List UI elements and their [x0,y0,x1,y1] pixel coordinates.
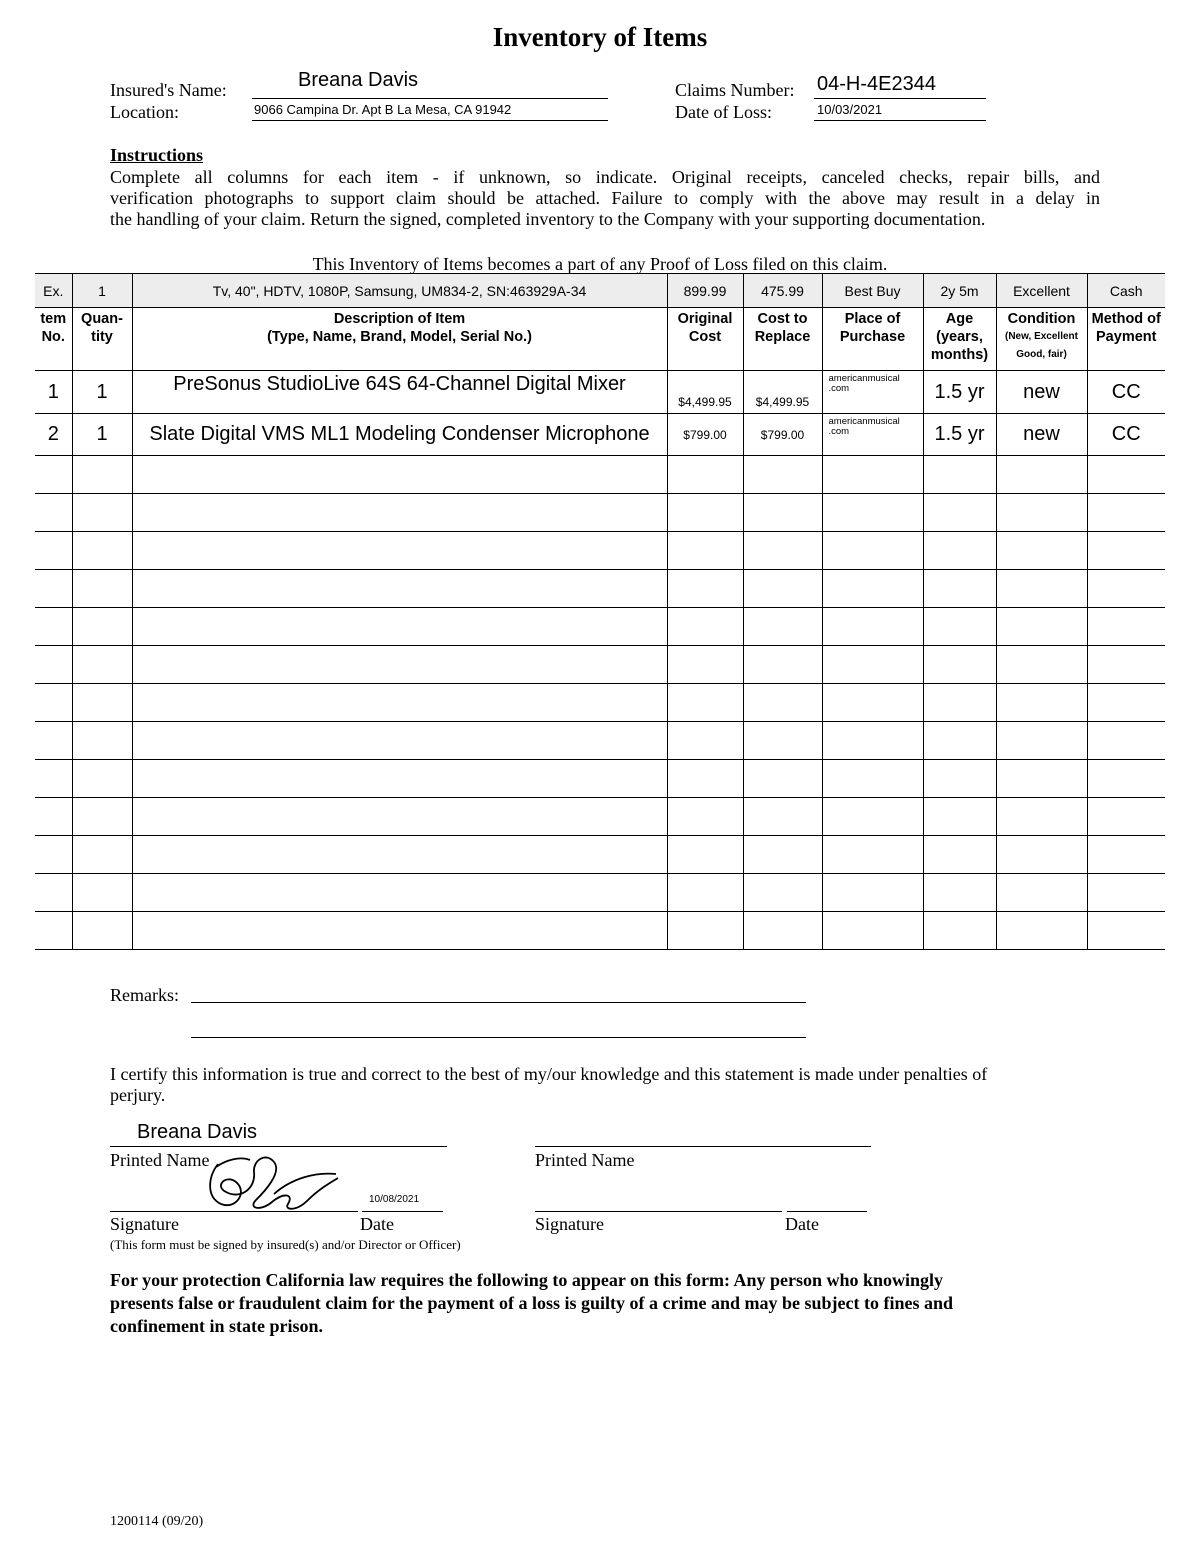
empty-cell[interactable] [72,570,132,608]
empty-cell[interactable] [667,722,743,760]
empty-cell[interactable] [667,494,743,532]
empty-cell[interactable] [72,608,132,646]
empty-cell[interactable] [35,532,72,570]
item-no-cell[interactable]: 1 [35,371,72,414]
instructions-heading: Instructions [110,145,204,165]
remarks-line[interactable] [191,1002,806,1003]
example-cell: Excellent [996,274,1087,308]
empty-cell[interactable] [743,760,822,798]
empty-cell[interactable] [743,494,822,532]
empty-cell[interactable] [132,532,667,570]
col-header-quantity [72,308,132,371]
empty-cell[interactable] [743,570,822,608]
empty-cell[interactable] [996,874,1087,912]
empty-cell[interactable] [743,456,822,494]
empty-rows [35,456,1165,950]
empty-cell[interactable] [132,836,667,874]
example-cell: Tv, 40", HDTV, 1080P, Samsung, UM834-2, SN:463929A-34 [132,274,667,308]
empty-cell[interactable] [72,646,132,684]
col-header-text: months) [930,347,989,363]
empty-cell[interactable] [822,760,923,798]
date-of-loss-value[interactable]: 10/03/2021 [817,102,883,117]
replace-cost-cell[interactable]: $799.00 [743,414,822,456]
empty-cell[interactable] [72,836,132,874]
signature-label: Signature [110,1214,179,1234]
inventory-table [35,273,1165,950]
empty-cell[interactable] [822,570,923,608]
printed-name-line-2[interactable] [535,1146,871,1147]
payment-cell[interactable]: CC [1087,414,1165,456]
col-header-text: tem [40,311,67,327]
table-row [35,722,1165,760]
location-label: Location: [110,102,179,122]
empty-cell[interactable] [132,722,667,760]
empty-cell[interactable] [743,912,822,950]
empty-cell[interactable] [72,760,132,798]
place-text: .com [828,383,850,394]
date-of-loss-label: Date of Loss: [675,102,772,122]
signature-line-2[interactable] [535,1211,782,1212]
empty-cell[interactable] [132,608,667,646]
example-cell: Ex. [35,274,72,308]
empty-cell[interactable] [35,570,72,608]
col-header-text: (years, [936,329,983,345]
col-header-description [132,308,667,371]
empty-cell[interactable] [743,798,822,836]
col-header-cost-to-replace [743,308,822,371]
empty-cell[interactable] [822,532,923,570]
col-header-text: Quan- [81,311,123,327]
condition-cell[interactable]: new [996,371,1087,414]
empty-cell[interactable] [996,456,1087,494]
table-row [35,760,1165,798]
certification-line: perjury. [110,1085,166,1105]
signature-line [110,1211,358,1212]
col-header-text: Cost to [757,311,808,327]
empty-cell[interactable] [1087,532,1165,570]
empty-cell[interactable] [1087,570,1165,608]
empty-cell[interactable] [743,722,822,760]
place-text: americanmusical [828,416,900,427]
empty-cell[interactable] [743,532,822,570]
signature-label-2: Signature [535,1214,604,1234]
empty-cell[interactable] [923,798,996,836]
empty-cell[interactable] [35,646,72,684]
location-value[interactable]: 9066 Campina Dr. Apt B La Mesa, CA 91942 [254,102,512,117]
empty-cell[interactable] [667,836,743,874]
example-cell: 475.99 [743,274,822,308]
claims-number-line [814,98,986,99]
table-row [35,414,1165,456]
col-header-text: Purchase [839,329,906,345]
empty-cell[interactable] [822,684,923,722]
place-cell[interactable] [822,371,923,414]
empty-cell[interactable] [996,532,1087,570]
empty-cell[interactable] [1087,684,1165,722]
col-header-payment [1087,308,1165,371]
age-cell[interactable]: 1.5 yr [923,371,996,414]
example-cell: 1 [72,274,132,308]
printed-name-value[interactable]: Breana Davis [137,1121,258,1143]
empty-cell[interactable] [132,684,667,722]
date-line-2[interactable] [787,1211,867,1212]
original-cost-cell[interactable]: $4,499.95 [667,371,743,414]
empty-cell[interactable] [1087,722,1165,760]
example-cell: 899.99 [667,274,743,308]
proof-of-loss-note: This Inventory of Items becomes a part of any Proof of Loss filed on this claim. [312,254,888,274]
empty-cell[interactable] [1087,874,1165,912]
column-header-row [35,308,1165,371]
empty-cell[interactable] [35,456,72,494]
empty-cell[interactable] [743,874,822,912]
empty-cell[interactable] [822,874,923,912]
quantity-cell[interactable]: 1 [72,414,132,456]
empty-cell[interactable] [667,646,743,684]
empty-cell[interactable] [996,570,1087,608]
claims-number-value[interactable]: 04-H-4E2344 [817,73,936,95]
empty-cell[interactable] [1087,912,1165,950]
empty-cell[interactable] [35,798,72,836]
empty-cell[interactable] [35,684,72,722]
empty-cell[interactable] [996,722,1087,760]
empty-cell[interactable] [923,722,996,760]
col-header-age [923,308,996,371]
empty-cell[interactable] [743,608,822,646]
empty-cell[interactable] [1087,608,1165,646]
empty-cell[interactable] [822,836,923,874]
page-title: Inventory of Items [492,22,708,52]
empty-cell[interactable] [923,760,996,798]
date-of-loss-line [814,120,986,121]
empty-cell[interactable] [1087,646,1165,684]
table-row [35,371,1165,414]
instructions-line: the handling of your claim. Return the signed, completed inventory to the Company with your supporting documentation. [110,209,986,229]
col-header-text: Good, fair) [1016,349,1067,360]
table-row [35,836,1165,874]
claims-number-label: Claims Number: [675,80,795,100]
empty-cell[interactable] [35,722,72,760]
empty-cell[interactable] [667,874,743,912]
empty-cell[interactable] [923,912,996,950]
fraud-warning-line: confinement in state prison. [110,1316,323,1336]
date-label-2: Date [785,1214,819,1234]
col-header-place-of-purchase [822,308,923,371]
empty-cell[interactable] [996,684,1087,722]
condition-cell[interactable]: new [996,414,1087,456]
empty-cell[interactable] [132,494,667,532]
table-row [35,798,1165,836]
empty-cell[interactable] [996,760,1087,798]
insured-name-label: Insured's Name: [110,80,227,100]
empty-cell[interactable] [923,608,996,646]
empty-cell[interactable] [35,760,72,798]
empty-cell[interactable] [35,608,72,646]
empty-cell[interactable] [1087,494,1165,532]
empty-cell[interactable] [667,570,743,608]
empty-cell[interactable] [996,646,1087,684]
description-cell[interactable]: Slate Digital VMS ML1 Modeling Condenser Microphone [132,414,667,456]
empty-cell[interactable] [667,798,743,836]
empty-cell[interactable] [72,494,132,532]
empty-cell[interactable] [72,532,132,570]
col-header-original-cost [667,308,743,371]
empty-cell[interactable] [923,874,996,912]
empty-cell[interactable] [822,456,923,494]
example-cell: 2y 5m [923,274,996,308]
handwritten-signature-icon [196,1142,346,1217]
col-header-text: Cost [688,329,722,345]
instructions-line: Complete all columns for each item - if unknown, so indicate. Original receipts, canceled checks, repair bills, and [110,167,1100,187]
replace-cost-cell[interactable]: $4,499.95 [743,371,822,414]
description-cell[interactable]: PreSonus StudioLive 64S 64-Channel Digital Mixer [132,371,667,414]
col-header-text: Payment [1096,329,1157,345]
place-cell[interactable] [822,414,923,456]
printed-name-label-2: Printed Name [535,1150,635,1170]
empty-cell[interactable] [132,570,667,608]
remarks-label: Remarks: [110,985,179,1005]
example-row [35,274,1165,308]
quantity-cell[interactable]: 1 [72,371,132,414]
signature-note: (This form must be signed by insured(s) and/or Director or Officer) [110,1237,461,1252]
col-header-condition [996,308,1087,371]
empty-cell[interactable] [923,494,996,532]
table-row [35,532,1165,570]
date-label: Date [360,1214,394,1234]
table-row [35,684,1165,722]
instructions-line: verification photographs to support claim should be attached. Failure to comply with the above may result in a delay in [110,188,1100,208]
empty-cell[interactable] [72,684,132,722]
col-header-text: (Type, Name, Brand, Model, Serial No.) [267,329,532,345]
location-line [252,120,608,121]
empty-cell[interactable] [72,722,132,760]
place-text: .com [828,426,850,437]
empty-cell[interactable] [667,608,743,646]
empty-cell[interactable] [132,798,667,836]
empty-cell[interactable] [132,456,667,494]
fraud-warning-line: presents false or fraudulent claim for the payment of a loss is guilty of a crime and may be subject to fines and [110,1293,953,1313]
table-row [35,494,1165,532]
item-no-cell[interactable]: 2 [35,414,72,456]
example-cell: Best Buy [822,274,923,308]
table-row [35,874,1165,912]
certification-text [110,1064,1100,1106]
form-code: 1200114 (09/20) [110,1514,204,1529]
age-cell[interactable]: 1.5 yr [923,414,996,456]
payment-cell[interactable]: CC [1087,371,1165,414]
insured-name-value[interactable]: Breana Davis [298,69,419,91]
example-cell: Cash [1087,274,1165,308]
empty-cell[interactable] [667,456,743,494]
empty-cell[interactable] [822,494,923,532]
empty-cell[interactable] [72,874,132,912]
empty-cell[interactable] [35,494,72,532]
original-cost-cell[interactable]: $799.00 [667,414,743,456]
empty-cell[interactable] [132,912,667,950]
col-header-text: (New, Excellent [1005,331,1078,342]
empty-cell[interactable] [667,532,743,570]
signature-date-value[interactable]: 10/08/2021 [369,1194,420,1205]
col-header-text: Place of [844,311,901,327]
empty-cell[interactable] [923,570,996,608]
fraud-warning [110,1269,1110,1338]
empty-cell[interactable] [923,646,996,684]
empty-cell[interactable] [923,532,996,570]
empty-cell[interactable] [743,836,822,874]
remarks-line[interactable] [191,1037,806,1038]
empty-cell[interactable] [1087,798,1165,836]
empty-cell[interactable] [996,494,1087,532]
empty-cell[interactable] [923,836,996,874]
empty-cell[interactable] [822,798,923,836]
col-header-item-no [35,308,72,371]
table-row [35,912,1165,950]
empty-cell[interactable] [35,912,72,950]
empty-cell[interactable] [822,646,923,684]
table-row [35,570,1165,608]
empty-cell[interactable] [132,646,667,684]
empty-cell[interactable] [72,456,132,494]
empty-cell[interactable] [132,760,667,798]
table-row [35,456,1165,494]
empty-cell[interactable] [667,760,743,798]
empty-cell[interactable] [923,684,996,722]
empty-cell[interactable] [1087,760,1165,798]
fraud-warning-line: For your protection California law requires the following to appear on this form: Any person who knowingly [110,1270,944,1290]
empty-cell[interactable] [822,912,923,950]
empty-cell[interactable] [822,722,923,760]
empty-cell[interactable] [1087,836,1165,874]
empty-cell[interactable] [743,646,822,684]
printed-name-label: Printed Name [110,1150,210,1170]
instructions-text [110,167,1100,230]
col-header-text: Replace [754,329,811,345]
empty-cell[interactable] [72,912,132,950]
certification-line: I certify this information is true and correct to the best of my/our knowledge and this statement is made under penalties of [110,1064,988,1084]
empty-cell[interactable] [923,456,996,494]
empty-cell[interactable] [72,798,132,836]
empty-cell[interactable] [35,836,72,874]
table-row [35,608,1165,646]
col-header-text: Method of [1091,311,1161,327]
empty-cell[interactable] [1087,456,1165,494]
date-line [362,1211,443,1212]
empty-cell[interactable] [667,684,743,722]
empty-cell[interactable] [35,874,72,912]
empty-cell[interactable] [132,874,667,912]
col-header-text: Condition [1007,311,1076,327]
table-row [35,646,1165,684]
empty-cell[interactable] [996,798,1087,836]
col-header-text: Description of Item [333,311,466,327]
empty-cell[interactable] [743,684,822,722]
col-header-text: Original [677,311,733,327]
empty-cell[interactable] [667,912,743,950]
col-header-text: Age [945,311,974,327]
place-text: americanmusical [828,373,900,384]
empty-cell[interactable] [822,608,923,646]
col-header-text: No. [41,329,65,345]
empty-cell[interactable] [996,912,1087,950]
empty-cell[interactable] [996,608,1087,646]
insured-name-line [252,98,608,99]
col-header-text: tity [91,329,113,345]
empty-cell[interactable] [996,836,1087,874]
